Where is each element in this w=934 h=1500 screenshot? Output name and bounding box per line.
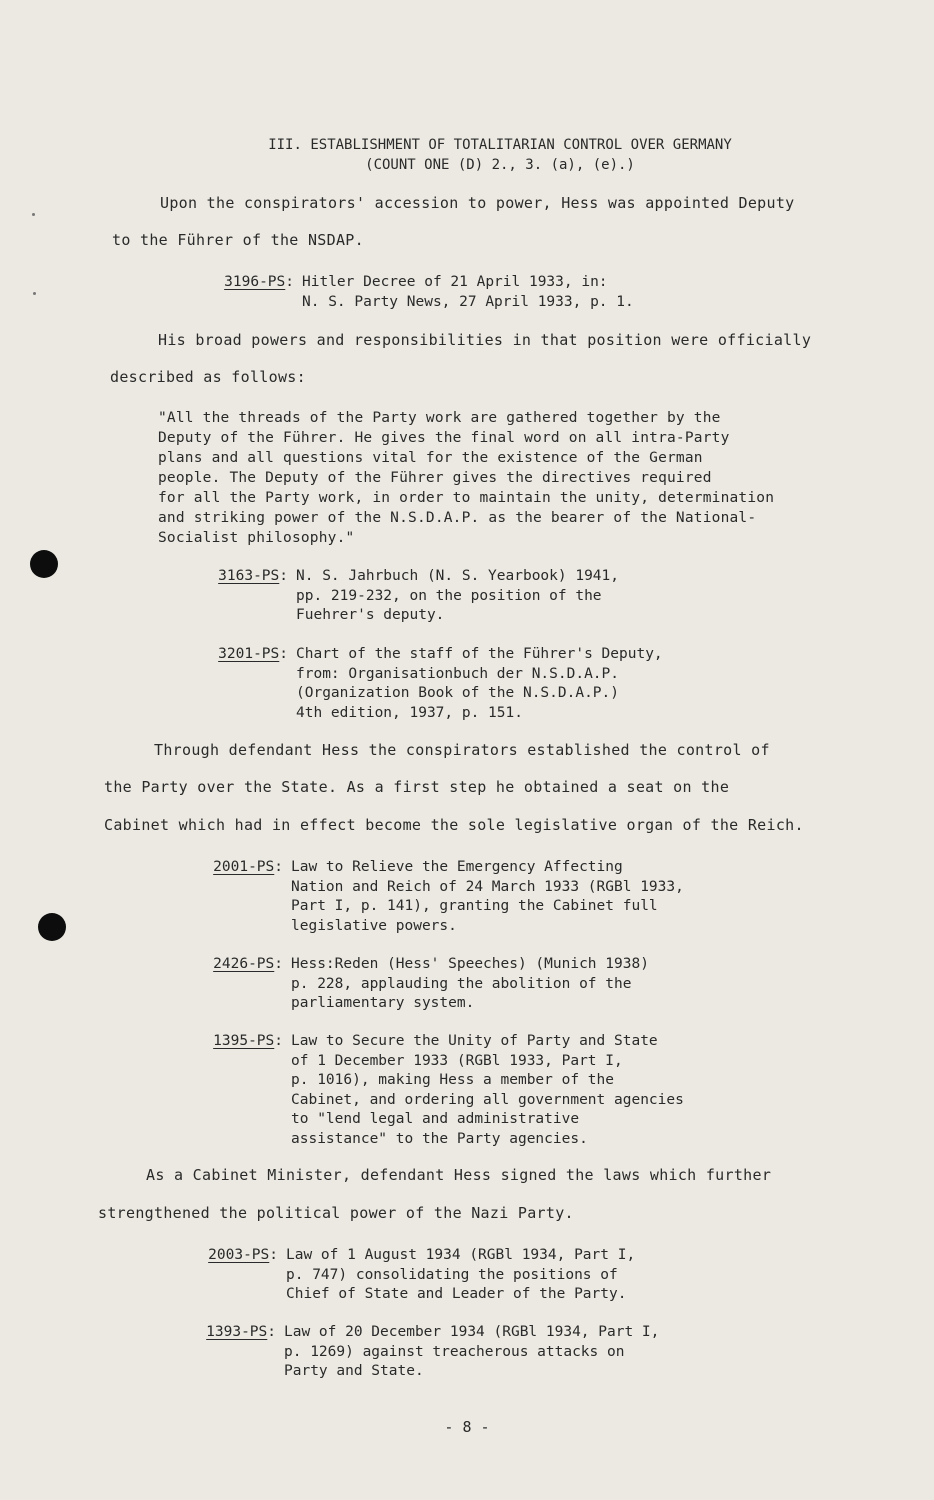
- citation-text: Law to Secure the Unity of Party and State of 1 December 1933 (RGBl 1933, Part I, p. 1016), making Hess a member of the Cabinet, and ordering all government agencies to "lend legal and administrative assistance" to the Party agencies.: [291, 1033, 684, 1147]
- paragraph-line: Cabinet which had in effect become the sole legislative organ of the Reich.: [104, 816, 804, 834]
- paragraph-line: strengthened the political power of the Nazi Party.: [98, 1204, 574, 1222]
- paragraph-line: described as follows:: [110, 368, 306, 386]
- document-number: 2426-PS: [213, 956, 275, 972]
- citation-ref: 3201-PS:: [218, 646, 288, 662]
- citation-ref: 1395-PS:: [213, 1033, 283, 1049]
- paragraph-line: Upon the conspirators' accession to power, Hess was appointed Deputy: [160, 194, 795, 212]
- citation-text: N. S. Jahrbuch (N. S. Yearbook) 1941, pp. 219-232, on the position of the Fuehrer's deputy.: [296, 568, 620, 623]
- document-number: 2001-PS: [213, 859, 275, 875]
- citation-text: Law of 1 August 1934 (RGBl 1934, Part I, p. 747) consolidating the positions of Chief of State and Leader of the Party.: [286, 1247, 636, 1302]
- citation-ref: 2001-PS:: [213, 859, 283, 875]
- paragraph-line: As a Cabinet Minister, defendant Hess signed the laws which further: [146, 1166, 772, 1184]
- section-subheading: (COUNT ONE (D) 2., 3. (a), (e).): [365, 157, 635, 173]
- citation-text: Chart of the staff of the Führer's Deputy, from: Organisationbuch der N.S.D.A.P. (Organization Book of the N.S.D.A.P.) 4th edition, 1937, p. 151.: [296, 646, 663, 721]
- paragraph-line: Through defendant Hess the conspirators established the control of: [154, 741, 770, 759]
- punch-hole: [38, 913, 66, 941]
- document-number: 3163-PS: [218, 568, 280, 584]
- document-number: 1393-PS: [206, 1324, 268, 1340]
- paragraph-line: to the Führer of the NSDAP.: [112, 231, 364, 249]
- paragraph-line: the Party over the State. As a first step he obtained a seat on the: [104, 778, 730, 796]
- citation-ref: 3163-PS:: [218, 568, 288, 584]
- document-number: 1395-PS: [213, 1033, 275, 1049]
- citation-text: Hess:Reden (Hess' Speeches) (Munich 1938) p. 228, applauding the abolition of the parliamentary system.: [291, 956, 649, 1011]
- citation-ref: 1393-PS:: [206, 1324, 276, 1340]
- paper-speck: [32, 213, 35, 216]
- document-number: 2003-PS: [208, 1247, 270, 1263]
- document-number: 3196-PS: [224, 274, 286, 290]
- paragraph-line: His broad powers and responsibilities in that position were officially: [158, 331, 812, 349]
- citation-ref: 2426-PS:: [213, 956, 283, 972]
- citation-ref: 2003-PS:: [208, 1247, 278, 1263]
- section-heading: III. ESTABLISHMENT OF TOTALITARIAN CONTROL OVER GERMANY: [268, 137, 732, 153]
- citation-text: Law of 20 December 1934 (RGBl 1934, Part I, p. 1269) against treacherous attacks on Party and State.: [284, 1324, 660, 1379]
- page-number: - 8 -: [444, 1418, 490, 1436]
- block-quote: "All the threads of the Party work are gathered together by the Deputy of the Führer. He gives the final word on all intra-Party plans and all questions vital for the existence of the German people. The Deputy of the Führer gives the directives required for all the Party work, in order to maintain the unity, determination and striking power of the N.S.D.A.P. as the bearer of the National- Socialist philosophy.": [158, 410, 775, 546]
- citation-ref: 3196-PS:: [224, 274, 294, 290]
- citation-text: Law to Relieve the Emergency Affecting Nation and Reich of 24 March 1933 (RGBl 1933, Part I, p. 141), granting the Cabinet full legislative powers.: [291, 859, 684, 934]
- document-number: 3201-PS: [218, 646, 280, 662]
- punch-hole: [30, 550, 58, 578]
- paper-speck: [33, 292, 36, 295]
- citation-text: Hitler Decree of 21 April 1933, in: N. S. Party News, 27 April 1933, p. 1.: [302, 274, 634, 310]
